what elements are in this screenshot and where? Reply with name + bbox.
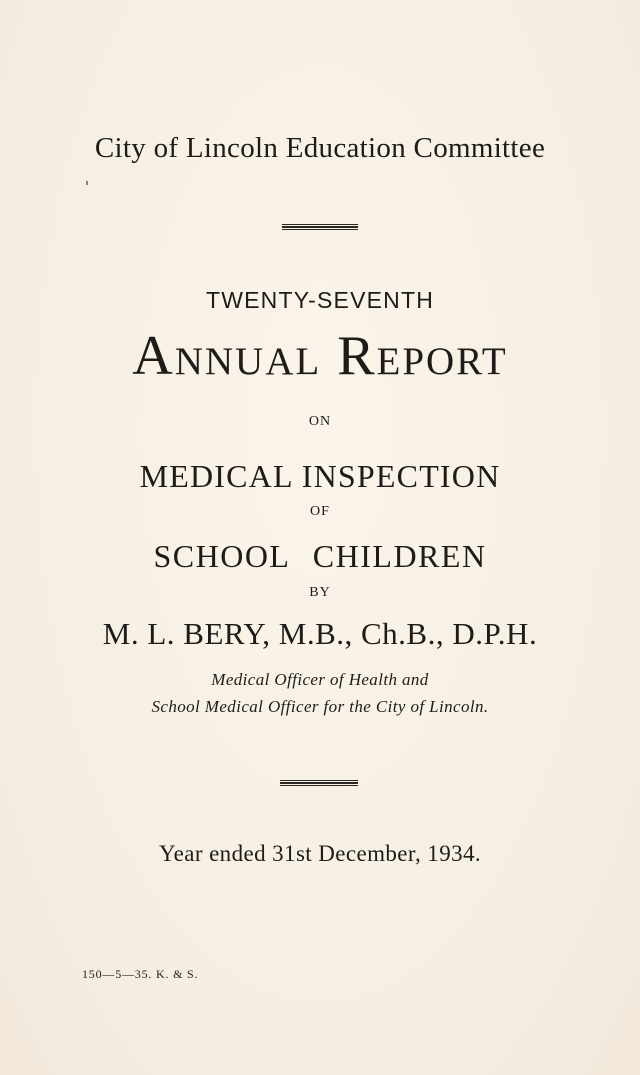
subject-line-1: MEDICAL INSPECTION: [139, 458, 501, 494]
connector-by: BY: [309, 585, 331, 600]
printer-code: 150—5—35. K. & S.: [82, 967, 199, 981]
report-period: Year ended 31st December, 1934.: [158, 841, 482, 866]
decorative-rule-top: [282, 224, 358, 230]
author-role-line-1: Medical Officer of Health and: [211, 670, 429, 689]
decorative-rule-bottom: [280, 780, 358, 786]
author-role-line-2: School Medical Officer for the City of Lincoln.: [151, 697, 489, 716]
connector-of: OF: [310, 504, 330, 519]
subject-line-2: SCHOOL CHILDREN: [153, 538, 487, 574]
ink-speck: [86, 181, 88, 185]
author-name: M. L. BERY, M.B., Ch.B., D.P.H.: [102, 616, 538, 651]
committee-heading: City of Lincoln Education Committee: [94, 132, 546, 164]
connector-on: ON: [308, 414, 332, 429]
report-title: Annual Report: [132, 325, 508, 387]
report-ordinal: TWENTY-SEVENTH: [205, 287, 435, 313]
